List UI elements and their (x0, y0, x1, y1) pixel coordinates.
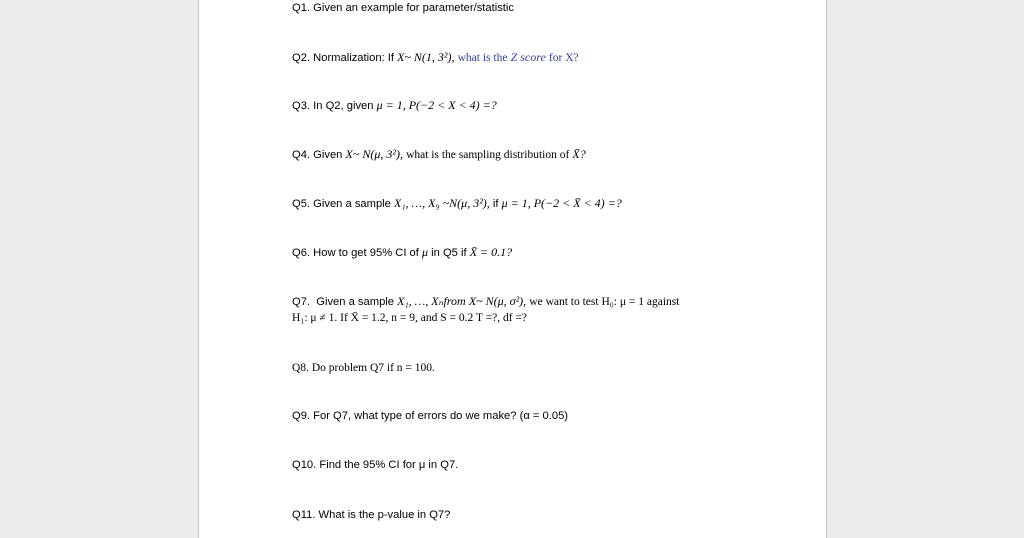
q11-label: Q11. (292, 509, 316, 521)
question-11 (292, 508, 450, 522)
q2-distribution: X~ N(1, 3²), (397, 50, 455, 64)
q8-text: Do problem Q7 if n = 100. (311, 362, 435, 374)
question-7 (292, 294, 679, 309)
q5-label: Q5. (292, 198, 311, 210)
q7-label: Q7. (292, 296, 311, 308)
q7-pre: Given a sample (316, 296, 394, 308)
q6-label: Q6. (292, 247, 311, 259)
question-3 (292, 98, 497, 113)
q10-text: Find the 95% CI for μ in Q7. (319, 459, 459, 471)
q1-text: Given an example for parameter/statistic (313, 2, 514, 14)
q4-xbar: X̄? (572, 147, 586, 161)
q7-line2: H₁: μ ≠ 1. If X̄ = 1.2, n = 9, and S = 0.2 T =?, df =? (292, 312, 528, 324)
q9-label: Q9. (292, 410, 311, 422)
q3-pre: In Q2, given (313, 100, 374, 112)
document-page (198, 0, 827, 538)
q6-mu: μ (421, 245, 429, 259)
question-6 (292, 245, 512, 260)
q6-mid: in Q5 if (431, 247, 467, 259)
q7-post: we want to test H₀: μ = 1 against (529, 296, 680, 308)
q4-post: what is the sampling distribution of (406, 149, 570, 161)
question-1 (292, 1, 514, 15)
q5-expression: μ = 1, P(−2 < X̄ < 4) =? (501, 196, 622, 210)
q3-label: Q3. (292, 100, 311, 112)
q6-pre: How to get 95% CI of (313, 247, 419, 259)
q2-post: what is the (457, 52, 508, 64)
question-5 (292, 196, 622, 211)
q4-pre: Given (313, 149, 343, 161)
q2-label: Q2. (292, 52, 311, 64)
q10-label: Q10. (292, 459, 317, 471)
q4-label: Q4. (292, 149, 311, 161)
q2-z-score: Z score (510, 50, 546, 64)
q7-distribution: X~ N(μ, σ²), (468, 294, 527, 308)
q8-label: Q8. (292, 362, 309, 374)
q2-end: for X? (548, 52, 579, 64)
question-4 (292, 147, 586, 162)
q5-if: if (492, 198, 499, 210)
q9-text: For Q7, what type of errors do we make? (α = 0.05) (313, 410, 569, 422)
question-2 (292, 50, 579, 65)
q1-label: Q1. (292, 2, 311, 14)
q5-pre: Given a sample (313, 198, 391, 210)
q4-distribution: X~ N(μ, 3²), (345, 147, 403, 161)
question-9 (292, 409, 568, 423)
question-8 (292, 361, 435, 375)
q3-expression: μ = 1, P(−2 < X < 4) =? (376, 98, 497, 112)
q7-sample: X₁, …, Xₙfrom (397, 294, 466, 308)
q5-sample: X₁, …, X₉ ~N(μ, 3²), (394, 196, 490, 210)
q6-expression: X̄ = 0.1? (469, 245, 513, 259)
q11-text: What is the p-value in Q7? (318, 509, 451, 521)
q2-pre: Normalization: If (313, 52, 394, 64)
question-10 (292, 458, 458, 472)
question-7-line-2 (292, 311, 527, 325)
